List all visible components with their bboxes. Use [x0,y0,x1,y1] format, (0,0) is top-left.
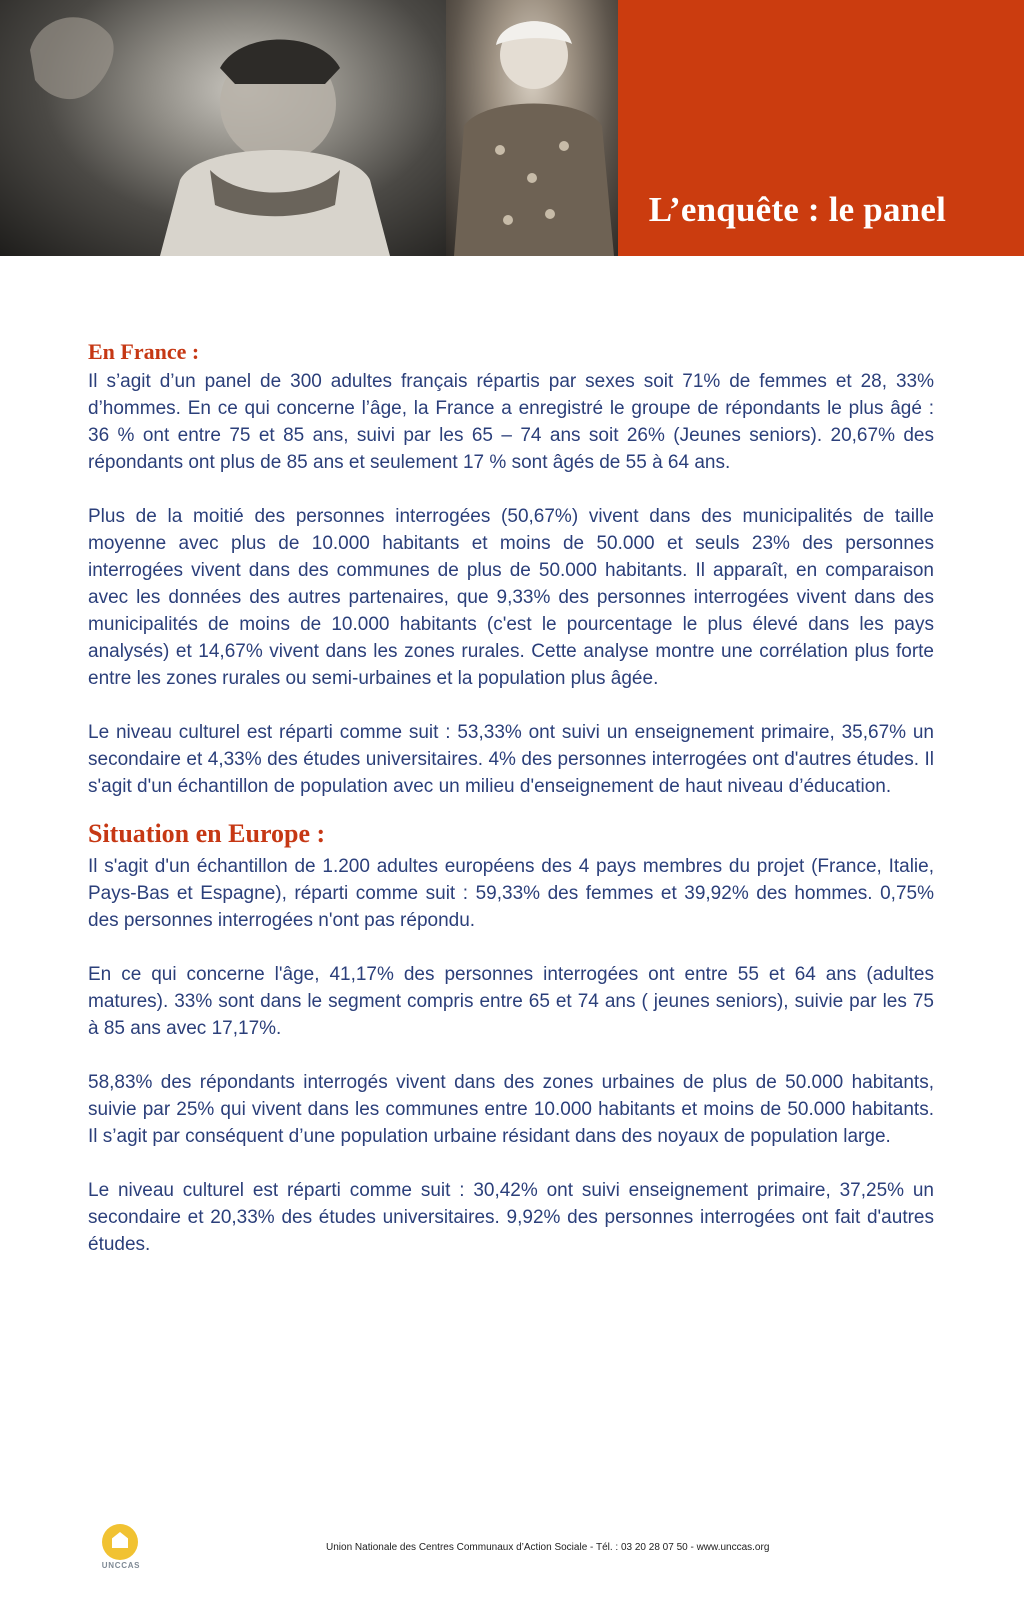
main-content [88,340,934,1258]
logo-text: UNCCAS [101,1561,141,1570]
europe-paragraph-3: 58,83% des répondants interrogés vivent dans des zones urbaines de plus de 50.000 habitants, suivie par 25% qui vivent dans les communes entre 10.000 habitants et moins de 50.000 habitants. Il s’agit par conséquent d’une population urbaine résidant dans des noyaux de population large. [88,1071,934,1147]
france-paragraph-3: Le niveau culturel est réparti comme suit : 53,33% ont suivi un enseignement primaire, 35,67% un secondaire et 4,33% des études universitaires. 4% des personnes interrogées ont d'autres études. Il s'agit d'un échantillon de population avec un milieu d'enseignement de haut niveau d’éducation. [88,722,934,798]
section-heading-europe: Situation en Europe : [88,819,326,849]
photo-woman-icon [446,0,618,256]
photo-man-silhouette [0,0,446,256]
france-paragraph-1: Il s’agit d’un panel de 300 adultes français répartis par sexes soit 71% de femmes et 28, 33% d’hommes. En ce qui concerne l’âge, la France a enregistré le groupe de répondants le plus âgé : 36 % ont entre 75 et 85 ans, suivi par les 65 – 74 ans soit 26% (Jeunes seniors). 20,67% des répondants ont plus de 85 ans et seulement 17 % sont âgés de 55 à 64 ans. [88,371,934,474]
photo-man-icon [0,0,446,256]
page-header [0,0,1024,256]
unccas-logo [98,1524,144,1572]
title-panel [618,0,1024,256]
france-paragraph-2: Plus de la moitié des personnes interrogées (50,67%) vivent dans des municipalités de taille moyenne avec plus de 10.000 habitants et moins de 50.000 et seuls 23% des personnes interrogées vivent dans des communes de plus de 50.000 habitants. Il apparaît, en comparaison avec les données des autres partenaires, que 9,33% des personnes interrogées vivent dans des municipalités de moins de 10.000 habitants (c'est le pourcentage le plus élevé dans les pays analysés) et 14,67% vivent dans les zones rurales. Cette analyse montre une corrélation plus forte entre les zones rurales ou semi-urbaines et la population plus âgée. [88,506,934,690]
photo-woman-silhouette [446,0,618,256]
section-heading-france: En France : [88,339,200,364]
europe-paragraph-4: Le niveau culturel est réparti comme suit : 30,42% ont suivi enseignement primaire, 37,25% un secondaire et 20,33% des études universitaires. 9,92% des personnes interrogées ont fait d'autres études. [88,1179,934,1255]
page-title: L’enquête : le panel [648,190,946,229]
europe-paragraph-1: Il s'agit d'un échantillon de 1.200 adultes européens des 4 pays membres du projet (France, Italie, Pays-Bas et Espagne), réparti comme suit : 59,33% des femmes et 39,92% des hommes. 0,75% des personnes interrogées n'ont pas répondu. [88,855,934,931]
page-footer [0,1524,1024,1584]
europe-paragraph-2: En ce qui concerne l'âge, 41,17% des personnes interrogées ont entre 55 et 64 ans (adultes matures). 33% sont dans le segment compris entre 65 et 74 ans ( jeunes seniors), suivie par les 75 à 85 ans avec 17,17%. [88,963,934,1039]
footer-contact: Union Nationale des Centres Communaux d’Action Sociale - Tél. : 03 20 28 07 50 - www.unccas.org [326,1542,770,1553]
